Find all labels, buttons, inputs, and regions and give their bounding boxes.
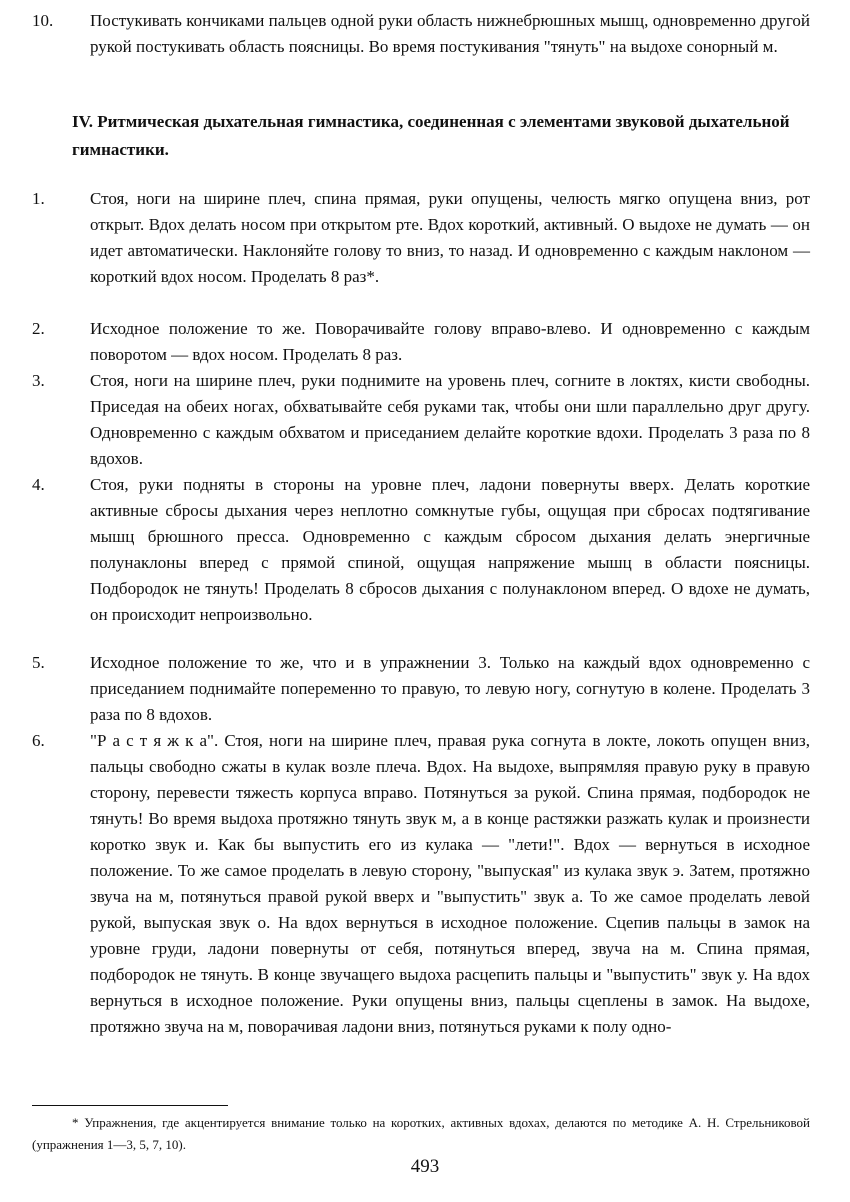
exercise-number: 4.	[32, 475, 45, 494]
footnote-divider	[32, 1105, 228, 1106]
exercise-text: Исходное положение то же. Поворачивайте голову вправо-влево. И одновременно с каждым поворотом — вдох носом. Проделать 8 раз.	[90, 319, 810, 364]
exercise-text: Постукивать кончиками пальцев одной руки область нижнебрюшных мышц, одновременно другой рукой постукивать область поясницы. Во время постукивания "тянуть" на выдохе сонорный м.	[90, 11, 810, 56]
exercise-number: 6.	[32, 731, 45, 750]
exercise-text: Стоя, руки подняты в стороны на уровне плеч, ладони повернуты вверх. Делать короткие активные сбросы дыхания через неплотно сомкнутые губы, ощущая при сбросах подтягивание мышц брюшного пресса. Одновременно с каждым сбросом дыхания делать энергичные полунаклоны вперед с прямой спиной, ощущая напряжение мышц в области поясницы. Подбородок не тянуть! Проделать 8 сбросов дыхания с полунаклоном вперед. О вдохе не думать, он происходит непроизвольно.	[90, 475, 810, 624]
section-heading: IV. Ритмическая дыхательная гимнастика, соединенная с элементами звуковой дыхательной гимнастики.	[72, 112, 790, 159]
exercise-number: 2.	[32, 319, 45, 338]
exercise-text: "Р а с т я ж к а". Стоя, ноги на ширине плеч, правая рука согнута в локте, локоть опущен вниз, пальцы свободно сжаты в кулак возле плеча. Вдох. На выдохе, выпрямляя правую руку в правую сторону, перевести тяжесть корпуса вправо. Потянуться за рукой. Спина прямая, подбородок не тянуть! Во время выдоха протяжно тянуть звук м, а в конце растяжки разжать кулак и произнести коротко звук и. Как бы выпустить его из кулака — "лети!". Вдох — вернуться в исходное положение. То же самое проделать в левую сторону, "выпуская" из кулака звук э. Затем, протяжно звуча на м, потянуться правой рукой вверх и "выпустить" звук а. То же самое проделать левой рукой, выпуская звук о. На вдох вернуться в исходное положение. Сцепив пальцы в замок на уровне груди, ладони повернуты от себя, потянуться вперед, звуча на м. Спина прямая, подбородок не тянуть. В конце звучащего выдоха расцепить пальцы и "выпустить" звук у. На вдох вернуться в исходное положение. Руки опущены вниз, пальцы сцеплены в замок. На выдохе, протяжно звуча на м, поворачивая ладони вниз, потянуться руками к полу одно-	[90, 731, 810, 1036]
exercise-number: 3.	[32, 371, 45, 390]
exercise-text: Исходное положение то же, что и в упражнении 3. Только на каждый вдох одновременно с приседанием поднимайте попеременно то правую, то левую ногу, согнутую в колене. Проделать 3 раза по 8 вдохов.	[90, 653, 810, 724]
exercise-number: 1.	[32, 189, 45, 208]
exercise-number: 5.	[32, 653, 45, 672]
footnote: * Упражнения, где акцентируется внимание только на коротких, активных вдохах, делаются по методике А. Н. Стрельниковой (упражнения 1—3, 5, 7, 10).	[32, 1115, 810, 1152]
exercise-number: 10.	[32, 11, 54, 30]
exercise-text: Стоя, ноги на ширине плеч, руки поднимите на уровень плеч, согните в локтях, кисти свободны. Приседая на обеих ногах, обхватывайте себя руками так, чтобы они шли параллельно друг другу. Одновременно с каждым обхватом и приседанием делайте короткие вдохи. Проделать 3 раза по 8 вдохов.	[90, 371, 810, 468]
exercise-text: Стоя, ноги на ширине плеч, спина прямая, руки опущены, челюсть мягко опущена вниз, рот открыт. Вдох делать носом при открытом рте. Вдох короткий, активный. О выдохе не думать — он идет автоматически. Наклоняйте голову то вниз, то назад. И одновременно с каждым наклоном — короткий вдох носом. Проделать 8 раз*.	[90, 189, 810, 286]
page-number: 493	[410, 1156, 440, 1177]
